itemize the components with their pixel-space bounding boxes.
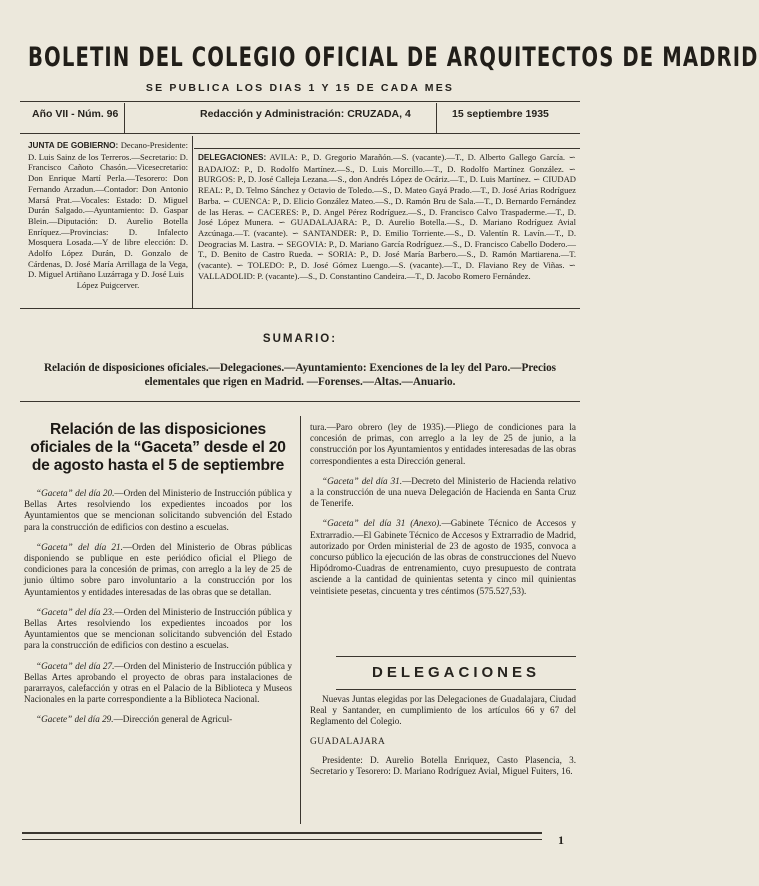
gaceta-entry-continued: tura.—Paro obrero (ley de 1935).—Pliego de condiciones para la concesión de primas, con arreglo a la ley de 25 de junio, a la construcción por los Ayuntamientos y entidades interesadas de las obras correspondientes a esta Dirección general. bbox=[310, 422, 576, 466]
gaceta-entry: “Gaceta” del día 20.—Orden del Ministerio de Instrucción pública y Bellas Artes resolviendo los expedientes incoados por los Ayuntamientos que se mencionan solicitando subvención del Estado para la construcción de edificios con destino a escuelas. bbox=[24, 488, 292, 532]
junta-label: JUNTA DE GOBIERNO: bbox=[28, 141, 119, 150]
guadalajara-details: Presidente: D. Aurelio Botella Enriquez, Casto Plasencia, 3. Secretario y Tesorero: D. Mariano Rodríguez Avial, Miguel Fuiters, 16. bbox=[310, 754, 576, 776]
column-divider bbox=[192, 136, 193, 308]
info-divider bbox=[436, 103, 437, 133]
delegaciones-heading: DELEGACIONES bbox=[371, 664, 540, 681]
editorial-address: Redacción y Administración: CRUZADA, 4 bbox=[200, 108, 411, 120]
delegaciones-section bbox=[310, 694, 576, 786]
delegaciones-label: DELEGACIONES: bbox=[198, 153, 267, 162]
junta-de-gobierno bbox=[28, 140, 188, 291]
gaceta-entry: “Gaceta” del día 21.—Orden del Ministerio de Obras públicas disponiendo se publique en este periódico oficial el Pliego de condiciones para la concesión de primas, con arreglo a la ley de 25 de junio último sobre paro involuntario a la construcción por los Ayuntamientos y entidades interesadas de las obras que se detallan. bbox=[24, 541, 292, 597]
delegaciones-members: AVILA: P., D. Gregorio Marañón.—S. (vacante).—T., D. Alberto Gallego García. ∽ BADAJOZ: P., D. Rodolfo Martínez.—S., D. Luis Morcillo.—T., D. Rodolfo Martínez González. ∽ BURGOS: P., D. José Calleja Lezana.—S., don Andrés López de Ocáriz.—T., D. Luis Martínez. ∽ CIUDAD REAL: P., D. Telmo Sánchez y Octavio de Toledo.—S., D. Mateo Gayá Prado.—T., D. José Arias Rodríguez Barba. ∽ CUENCA: P., D. Elicio González Mateo.—S., D. Ramón Bru de Sala.—T., D. Bernardo Fernández de las Heras. ∽ CACERES: P., D. Angel Pérez Rodríguez.—S., D. Francisco Calvo Traspaderme.—T., D. José López Munera. ∽ GUADALAJARA: P., D. Aurelio Botella.—S., D. Mariano Rodríguez Avial Azcúnaga.—T. (vacante). ∽ SANTANDER: P., D. Emilio Torriente.—S., D. Valentín R. Lavín.—T., D. Deogracias M. Lastra. ∽ SEGOVIA: P., D. Mariano García Rodríguez.—S., D. Francisco Cabello Dodero.—T., D. Benito de Castro Rueda. ∽ SORIA: P., D. José María Barbero.—S., D. Ramón Martiarena.—T. (vacante). ∽ TOLEDO: P., D. José Gómez Luengo.—S. (vacante).—T., D. Flaviano Rey de Viñas. ∽ VALLADOLID: P. (vacante).—S., D. Constantino Candeira.—T., D. Jacobo Romero Fernández. bbox=[198, 152, 576, 281]
guadalajara-subhead: GUADALAJARA bbox=[310, 736, 386, 747]
header-rule-bottom bbox=[20, 133, 580, 134]
article-left-column bbox=[24, 421, 292, 735]
sumario-contents: Relación de disposiciones oficiales.—Delegaciones.—Ayuntamiento: Exenciones de la ley del Paro.—Precios elementales que rigen en Madrid. —Forenses.—Altas.—Anuario. bbox=[43, 362, 557, 388]
article-headline: Relación de las disposiciones oficiales de la “Gaceta” desde el 20 de agosto hasta el 5 de septiembre bbox=[30, 421, 286, 474]
info-divider bbox=[124, 103, 125, 133]
publication-frequency: SE PUBLICA LOS DIAS 1 Y 15 DE CADA MES bbox=[145, 82, 455, 94]
issue-date: 15 septiembre 1935 bbox=[452, 108, 549, 120]
delegaciones-heading-box bbox=[336, 656, 576, 690]
article-right-column bbox=[310, 422, 576, 606]
gaceta-entry: “Gaceta” del día 31 (Anexo).—Gabinete Técnico de Accesos y Extrarradio.—El Gabinete Técnico de Accesos y Extrarradio de Madrid, autorizado por Orden ministerial de 23 de agosto de 1935, convoca a concurso público la ejecución de las obras de construcciones del Nuevo Hipódromo-Cuadras de entrenamiento, cuyo presupuesto de contrata asciende a la cantidad de quinientas setenta y cinco mil quinientas veintisiete pesetas, cincuenta y tres céntimos (575.527,53). bbox=[310, 518, 576, 596]
gaceta-entry: “Gacete” del día 29.—Dirección general de Agricul- bbox=[36, 714, 233, 725]
gaceta-entry: “Gaceta” del día 31.—Decreto del Ministerio de Hacienda relativo a la construcción de una nueva Delegación de Hacienda en Santa Cruz de Tenerife. bbox=[310, 475, 577, 509]
column-divider bbox=[300, 416, 301, 824]
page-number: 1 bbox=[558, 833, 564, 847]
gaceta-entry: “Gaceta” del día 27.—Orden del Ministerio de Instrucción pública y Bellas Artes aprobando el proyecto de obras para instalaciones de pararrayos, calefacción y otras en el Palacio de la Biblioteca y Museos Nacionales en la parte correspondiente a la Biblioteca Nacional. bbox=[24, 660, 292, 705]
junta-members: Decano-Presidente: D. Luis Sainz de los Terreros.—Secretario: D. Francisco Cañoto Chasón.—Vicesecretario: Don Enrique Martí Perla.—Tesorero: Don Fernando Arzadun.—Contador: Don Antonio Marsá Prat.—Vocales: Estado: D. Miguel Durán Salgado.—Ayuntamiento: D. Gaspar Blein.—Diputación: D. Aurelio Botella Enríquez.—Provincias: D. Infalecto Mosquera Losada.—Y de libre elección: D. Adolfo López Durán, D. Gonzalo de Cárdenas, D. José María Arrillaga de la Vega, D. Miguel Artiñano Luzárraga y D. José Luis bbox=[28, 140, 188, 280]
delegaciones-intro: Nuevas Juntas elegidas por las Delegaciones de Guadalajara, Ciudad Real y Santander, en cumplimiento de los artículos 66 y 67 del Reglamento del Colegio. bbox=[310, 694, 576, 727]
delegaciones-directory bbox=[198, 152, 576, 281]
junta-members-last: López Puigcerver. bbox=[76, 280, 140, 291]
masthead-title: BOLETIN DEL COLEGIO OFICIAL DE ARQUITECTOS DE MADRID bbox=[28, 42, 759, 73]
gaceta-entry: “Gaceta” del día 23.—Orden del Ministerio de Instrucción pública y Bellas Artes resolviendo los expedientes incoados por los Ayuntamientos que se mencionan solicitando subvención del Estado para la construcción de edificios con destino a escuelas. bbox=[24, 606, 292, 651]
footer-rule bbox=[22, 832, 542, 840]
section-rule bbox=[20, 401, 580, 402]
sumario-heading: SUMARIO: bbox=[262, 333, 338, 345]
header-rule-top bbox=[20, 101, 580, 102]
issue-number: Año VII - Núm. 96 bbox=[32, 108, 119, 120]
section-rule bbox=[20, 308, 580, 309]
delegations-rule bbox=[194, 148, 580, 149]
